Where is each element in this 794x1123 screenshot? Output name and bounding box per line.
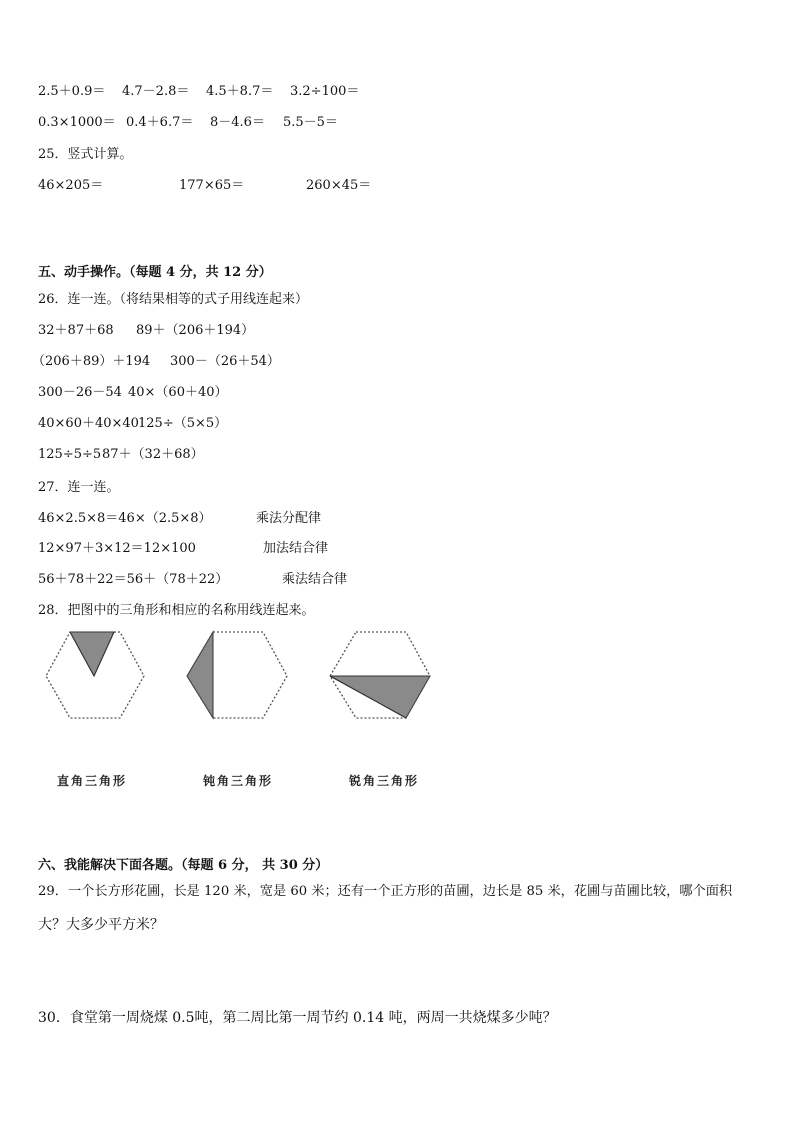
vertical-calc-item: 46×205＝	[38, 178, 104, 193]
section-6-title: 六、我能解决下面各题。（每题 6 分， 共 30 分）	[38, 858, 329, 873]
section-5-title: 五、动手操作。（每题 4 分，共 12 分）	[38, 265, 272, 280]
arith-item: 8－4.6＝	[210, 115, 265, 130]
arith-item: 2.5＋0.9＝	[38, 84, 106, 99]
hexagon-figure-3	[326, 628, 436, 724]
expr-right: 87＋（32＋68）	[102, 447, 204, 462]
law-name: 加法结合律	[263, 541, 329, 556]
expr-right: 300－（26＋54）	[170, 354, 280, 369]
q30-text: 30．食堂第一周烧煤 0.5吨，第二周比第一周节约 0.14 吨，两周一共烧煤多少吨？	[38, 1010, 557, 1026]
caption-acute-triangle: 锐角三角形	[349, 774, 420, 788]
right-triangle-shaded	[70, 632, 114, 676]
expr-left: 32＋87＋68	[38, 323, 114, 338]
equation: 46×2.5×8＝46×（2.5×8）	[38, 511, 212, 526]
caption-obtuse-triangle: 钝角三角形	[203, 774, 274, 788]
arith-item: 5.5－5＝	[283, 115, 338, 130]
acute-triangle-shaded	[330, 676, 430, 718]
q26-title: 26．连一连。（将结果相等的式子用线连起来）	[38, 292, 309, 307]
q29-line-1: 29．一个长方形花圃，长是 120 米，宽是 60 米；还有一个正方形的苗圃，边长是 85 米，花圃与苗圃比较，哪个面积	[38, 884, 733, 899]
expr-left: 300－26－54	[38, 385, 122, 400]
arith-item: 0.3×1000＝	[38, 115, 116, 130]
hexagon-figure-2	[183, 628, 293, 724]
vertical-calc-item: 260×45＝	[306, 178, 372, 193]
arith-item: 0.4＋6.7＝	[126, 115, 194, 130]
expr-right: 125÷（5×5）	[138, 416, 228, 431]
expr-left: 40×60＋40×40	[38, 416, 139, 431]
arith-item: 4.5＋8.7＝	[206, 84, 274, 99]
equation: 12×97＋3×12＝12×100	[38, 541, 196, 556]
expr-right: 89＋（206＋194）	[136, 323, 255, 338]
caption-right-triangle: 直角三角形	[57, 774, 128, 788]
law-name: 乘法分配律	[256, 511, 322, 526]
expr-left: 125÷5÷5	[38, 447, 102, 462]
expr-left: （206＋89）＋194	[32, 354, 151, 369]
arith-item: 4.7－2.8＝	[122, 84, 190, 99]
q29-line-2: 大？大多少平方米？	[38, 917, 164, 933]
vertical-calc-item: 177×65＝	[179, 178, 245, 193]
q28-title: 28．把图中的三角形和相应的名称用线连起来。	[38, 603, 315, 618]
hexagon-figure-1	[40, 628, 150, 724]
law-name: 乘法结合律	[282, 572, 348, 587]
equation: 56＋78＋22＝56＋（78＋22）	[38, 572, 229, 587]
hexagon-outline	[330, 632, 430, 718]
obtuse-triangle-shaded	[187, 632, 213, 718]
expr-right: 40×（60＋40）	[128, 385, 228, 400]
arith-item: 3.2÷100＝	[290, 84, 360, 99]
q25-title: 25．竖式计算。	[38, 147, 133, 162]
q27-title: 27．连一连。	[38, 480, 120, 495]
